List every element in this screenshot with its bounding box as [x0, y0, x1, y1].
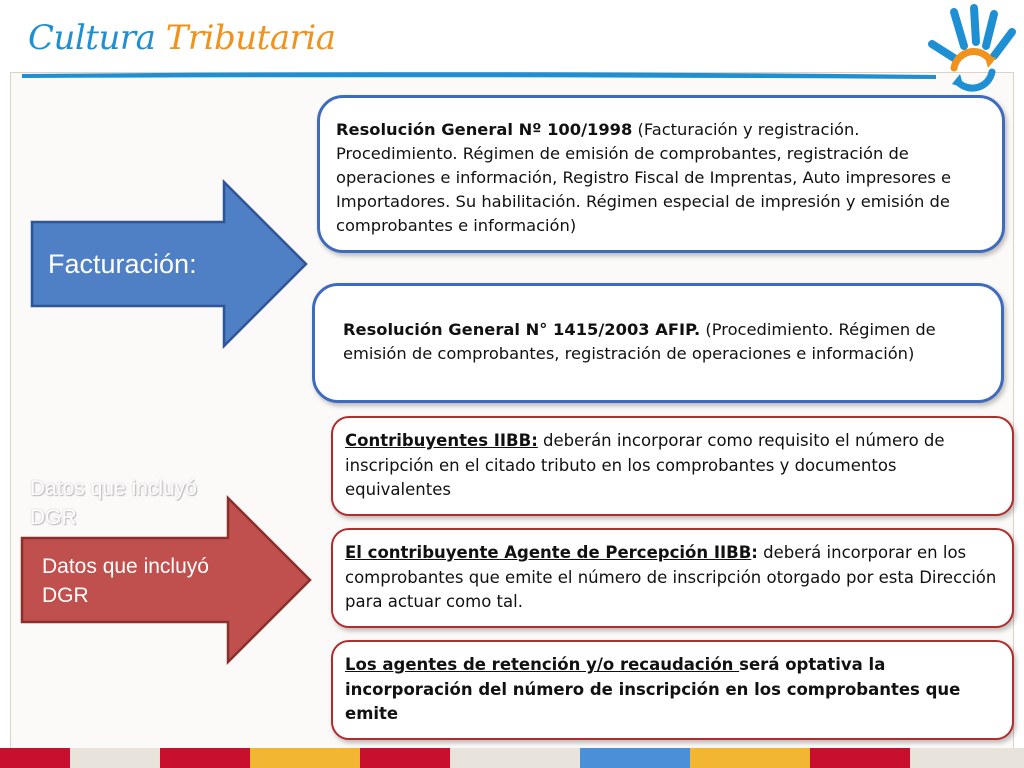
agentes-retencion-lead: Los agentes de retención y/o recaudación: [345, 655, 740, 674]
strip-segment: [70, 748, 160, 768]
resolucion-100-1998-desc: (Facturación y registración. Procedimiento. Régimen de emisión de comprobantes, registración de operaciones e información, Registro Fiscal de Imprentas, Auto impresores e Importadores. Su habilitación. Régimen especial de impresión y emisión de comprobantes e información): [336, 120, 952, 235]
footer-color-strip: [0, 748, 1024, 768]
hand-logo-icon: [924, 2, 1020, 94]
strip-segment: [910, 748, 1024, 768]
agentes-retencion-box: [331, 640, 1014, 740]
title-word-tributaria: Tributaria: [165, 18, 336, 58]
strip-segment: [810, 748, 910, 768]
resolucion-100-1998-text: [336, 118, 984, 238]
strip-segment: [360, 748, 450, 768]
contribuyentes-iibb-desc: deberán incorporar como requisito el número de inscripción en el citado tributo en los comprobantes y documentos equivalentes: [345, 431, 945, 499]
strip-segment: [690, 748, 810, 768]
facturacion-label: Facturación:: [48, 249, 197, 279]
strip-segment: [160, 748, 250, 768]
resolucion-1415-2003-text: [343, 318, 983, 366]
contribuyentes-iibb-text: [345, 429, 998, 503]
resolucion-100-1998-title: Resolución General Nº 100/1998: [336, 120, 633, 139]
slide-title: [28, 16, 336, 60]
resolucion-1415-2003-title: Resolución General N° 1415/2003 AFIP.: [343, 320, 701, 339]
title-word-cultura: Cultura: [28, 18, 156, 58]
agente-percepcion-desc: deberá incorporar en los comprobantes que emite el número de inscripción otorgado por esta Dirección para actuar como tal.: [345, 543, 997, 611]
contribuyentes-iibb-box: [331, 416, 1014, 516]
resolucion-1415-2003-box: [312, 283, 1004, 403]
resolucion-100-1998-box: [317, 95, 1005, 253]
agente-percepcion-lead: El contribuyente Agente de Percepción IIBB: [345, 543, 752, 562]
agentes-retencion-desc: será optativa la incorporación del número de inscripción en los comprobantes que emite: [345, 655, 961, 723]
agente-percepcion-text: [345, 541, 998, 615]
resolucion-1415-2003-desc: (Procedimiento. Régimen de emisión de comprobantes, registración de operaciones e información): [343, 320, 936, 363]
strip-segment: [0, 748, 70, 768]
agentes-retencion-text: [345, 653, 998, 727]
contribuyentes-iibb-lead: Contribuyentes IIBB:: [345, 431, 538, 450]
agente-percepcion-box: [331, 528, 1014, 628]
strip-segment: [250, 748, 360, 768]
dgr-label: Datos que incluyó DGR: [42, 555, 209, 607]
agente-percepcion-colon: :: [751, 543, 758, 562]
strip-segment: [450, 748, 580, 768]
dgr-ghost-label: Datos que incluyó DGR: [30, 477, 197, 529]
strip-segment: [580, 748, 690, 768]
